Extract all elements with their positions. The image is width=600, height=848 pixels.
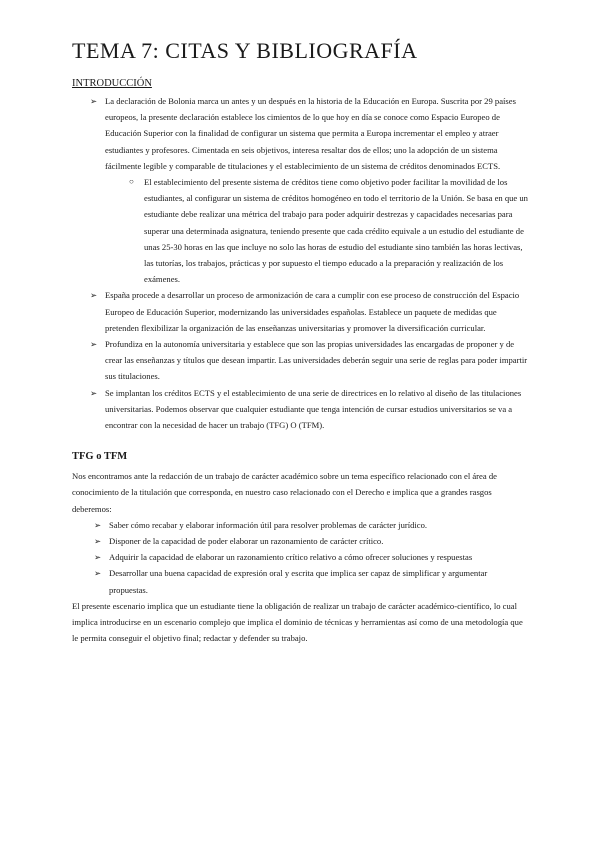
arrow-bullet-icon: ➢ [90,290,98,301]
list-item [72,549,528,565]
arrow-bullet-icon: ➢ [90,387,98,398]
list-item-text: Saber cómo recabar y elaborar información útil para resolver problemas de carácter jurídico. [109,519,428,530]
list-item [72,385,528,434]
list-item [72,287,528,336]
arrow-bullet-icon: ➢ [94,552,102,563]
tfg-intro-paragraph: Nos encontramos ante la redacción de un trabajo de carácter académico sobre un tema específico relacionado con el área de conocimiento de la titulación que corresponda, en nuestro caso relacionado con el Derecho e implica que a grandes rasgos deberemos: [72,471,497,514]
arrow-bullet-icon: ➢ [90,96,98,106]
list-item-text: Disponer de la capacidad de poder elaborar un razonamiento de carácter crítico. [109,536,384,547]
page-title: TEMA 7: CITAS Y BIBLIOGRAFÍA [72,38,418,63]
intro-sublist [105,174,528,287]
arrow-bullet-icon: ➢ [90,339,98,350]
intro-heading: INTRODUCCIÓN [72,78,152,89]
list-item-text: La declaración de Bolonia marca un antes y un después en la historia de la Educación en Europa. Suscrita por 29 países europeos, la presente declaración establece los cimientos de lo que hoy en día se conoce como Espacio Europeo de Educación Superior con la finalidad de configurar un sistema que permita a Europa incrementar el empleo y atraer estudiantes y profesores. Cimentada en seis objetivos, interesa resaltar dos de ellos; uno la adopción de un sistema fácilmente legible y comparable de titulaciones y el establecimiento de un sistema de créditos denominados ECTS. [105,96,516,171]
arrow-bullet-icon: ➢ [94,536,102,547]
list-item-text: Adquirir la capacidad de elaborar un razonamiento crítico relativo a cómo ofrecer soluciones y respuestas [109,552,473,563]
tfg-closing-paragraph: El presente escenario implica que un estudiante tiene la obligación de realizar un trabajo de carácter académico-científico, lo cual implica introducirse en un escenario complejo que implica el dominio de técnicas y herramientas así como de una metodología que le permita conseguir el objetivo final; redactar y defender su trabajo. [72,600,523,644]
arrow-bullet-icon: ➢ [94,519,102,530]
arrow-bullet-icon: ➢ [94,568,102,579]
list-item-text: Se implantan los créditos ECTS y el establecimiento de una serie de directrices en lo relativo al diseño de las titulaciones universitarias. Podemos observar que cualquier estudiante que tenga intención de cursar estudios universitarios se va a encontrar con la necesidad de hacer un trabajo (TFG) O (TFM). [105,387,522,431]
list-item [72,336,528,385]
list-item [72,93,528,287]
list-item-text: Profundiza en la autonomía universitaria y establece que son las propias universidades las encargadas de proponer y de crear las enseñanzas y títulos que desean impartir. Las universidades deberán seguir una serie de reglas para poder impartir sus titulaciones. [105,339,528,382]
list-item-text: Desarrollar una buena capacidad de expresión oral y escrita que implica ser capaz de simplificar y argumentar propuestas. [109,568,488,595]
circle-bullet-icon: ○ [129,177,134,187]
list-item [72,517,528,533]
list-item-text: España procede a desarrollar un proceso de armonización de cara a cumplir con ese proceso de construcción del Espacio Europeo de Educación Superior, modernizando las universidades españolas. Establece un paquete de medidas que pretenden flexibilizar la organización de las enseñanzas universitarias y promover la diversificación curricular. [105,290,520,333]
sublist-item [105,174,528,287]
sublist-item-text: El establecimiento del presente sistema de créditos tiene como objetivo poder facilitar la movilidad de los estudiantes, al configurar un sistema de créditos homogéneo en todo el territorio de la Unión. Se basa en que un estudiante debe realizar una métrica del trabajo para poder adquirir destrezas y capacidades necesarias para superar una determinada asignatura, teniendo presente que cada crédito equivale a un estudio del estudiante de unas 25-30 horas en las que incluye no solo las horas de estudio del estudiante sino también las horas lectivas, las tutorías, los trabajos, prácticas y por supuesto el tiempo educado a la preparación y realización de los exámenes. [144,177,528,285]
tfg-heading: TFG o TFM [72,451,128,463]
tfg-list [72,517,528,598]
list-item [72,565,528,597]
list-item [72,533,528,549]
intro-list [72,93,528,433]
